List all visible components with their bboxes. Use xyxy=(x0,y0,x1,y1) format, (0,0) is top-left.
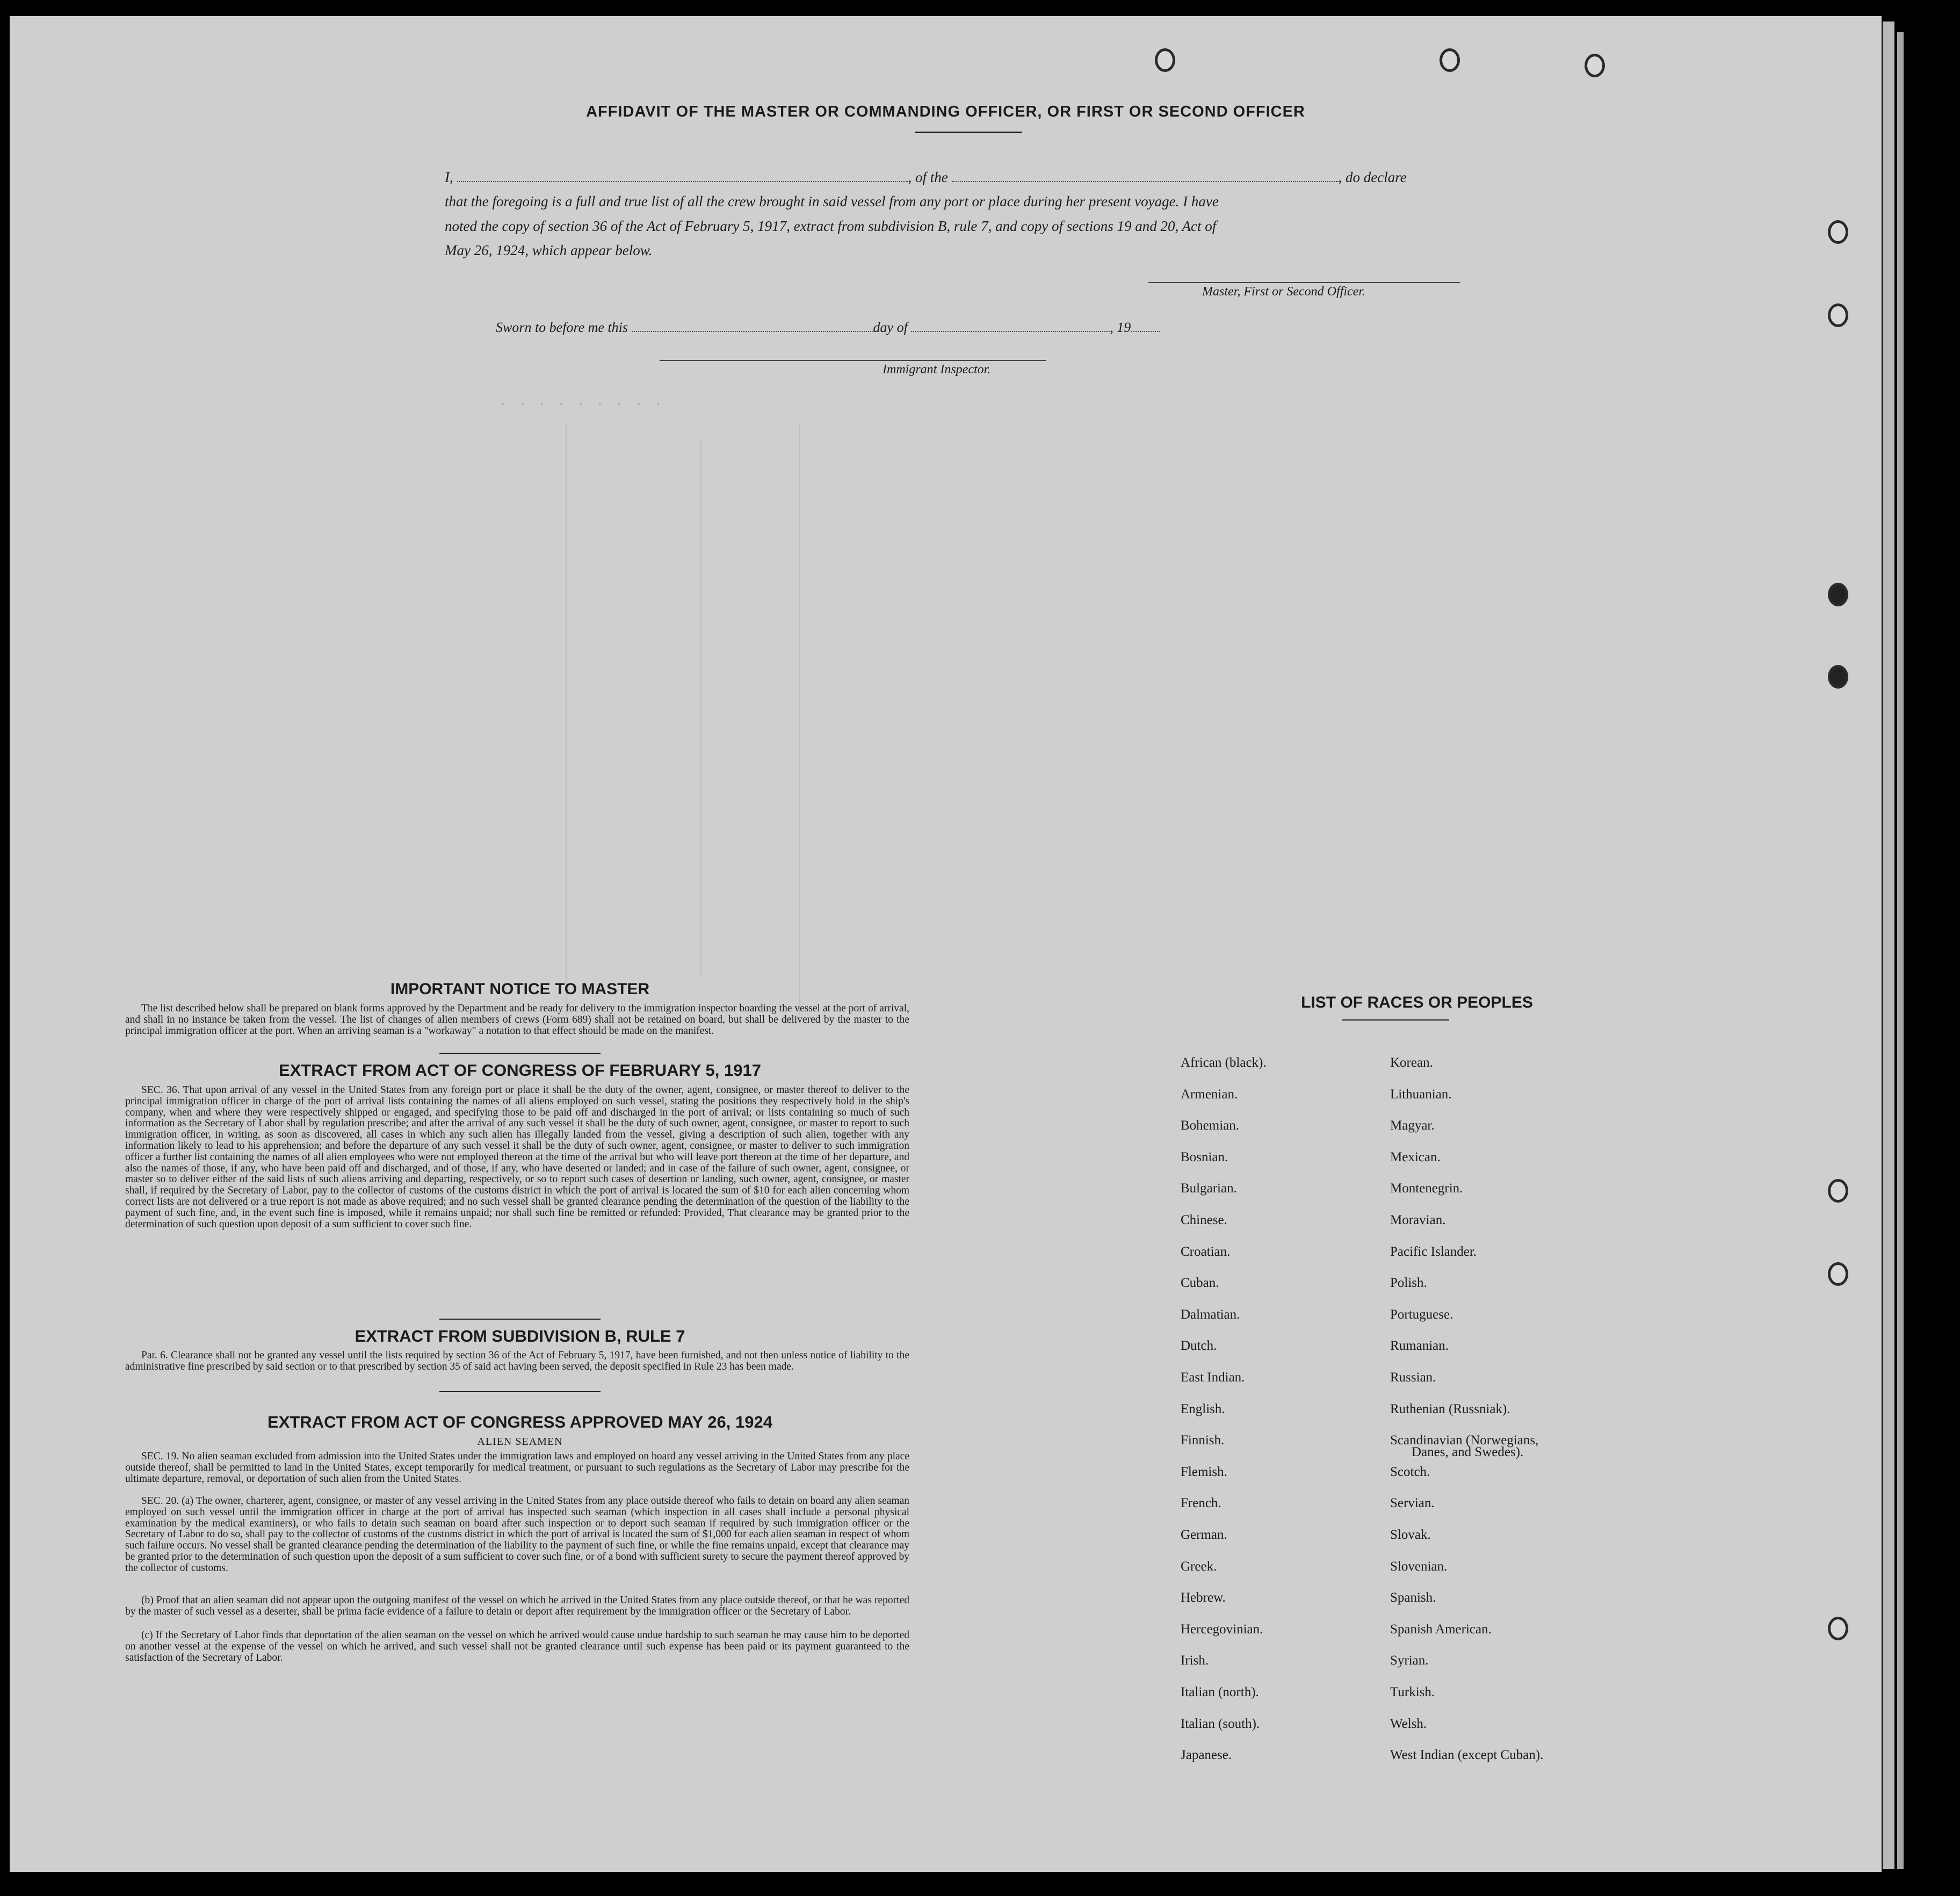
section-divider xyxy=(439,1391,601,1392)
name-blank[interactable] xyxy=(457,181,908,182)
race-item: English. xyxy=(1181,1401,1225,1416)
races-underline xyxy=(1342,1019,1449,1021)
extract-1917-title: EXTRACT FROM ACT OF CONGRESS OF FEBRUARY 5, 1917 xyxy=(279,1061,761,1080)
binder-hole-icon xyxy=(1585,54,1605,77)
sworn-text: Sworn to before me this xyxy=(496,320,628,335)
race-item: Japanese. xyxy=(1181,1748,1232,1763)
race-item: German. xyxy=(1181,1528,1227,1542)
race-item: Flemish. xyxy=(1181,1464,1227,1479)
race-item: African (black). xyxy=(1181,1055,1267,1070)
extract-1917-body: SEC. 36. That upon arrival of any vessel in the United States from any foreign port or place it shall be the duty of the owner, agent, consignee, or master thereof to deliver to the principal immigration officer in charge of the port of arrival lists containing the names of all aliens employed on such vessel, stating the positions they respectively hold in the ship's company, when and where they were respectively shipped or engaged, and specifying those to be paid off and discharged in the port of arrival; or lists containing so much of such information as the Secretary of Labor shall by regulation prescribe; and after the arrival of any such vessel it shall be the duty of such owner, agent, consignee, or master to report to such immigration officer, in writing, as soon as discovered, all cases in which any such alien has illegally landed from the vessel, giving a description of such alien, together with any information likely to lead to his apprehension; and before the departure of any such vessel it shall be the duty of such owner, agent, consignee, or master to deliver to such immigration officer a further list containing the names of all alien employees who were not employed thereon at the time of the arrival but who will leave port thereon at the time of her departure, and also the names of those, if any, who have been paid off and discharged, and of those, if any, who have deserted or landed; and in case of the failure of such owner, agent, consignee, or master so to deliver either of the said lists of such aliens arriving and departing, respectively, or so to report such cases of desertion or landing, such owner, agent, consignee, or master shall, if required by the Secretary of Labor, pay to the collector of customs of the customs district in which the port of arrival is located the sum of $10 for each alien concerning whom correct lists are not delivered or a true report is not made as above required; and no such vessel shall be granted clearance pending the determination of the question of the liability to the payment of such fine, and, in the event such fine is imposed, while it remains unpaid; nor shall such fine be remitted or refunded: Provided, That clearance may be granted prior to the determination of such question upon deposit of a sum sufficient to cover such fine. xyxy=(125,1084,909,1230)
race-item: Dutch. xyxy=(1181,1338,1217,1354)
extract-1924-subtitle: ALIEN SEAMEN xyxy=(477,1436,563,1448)
race-item: Greek. xyxy=(1181,1559,1217,1574)
extract-rule7-title: EXTRACT FROM SUBDIVISION B, RULE 7 xyxy=(355,1327,685,1345)
race-item: Hercegovinian. xyxy=(1181,1622,1263,1637)
race-item: Turkish. xyxy=(1390,1685,1435,1699)
affidavit-text: , do declare xyxy=(1338,169,1407,185)
sec-20c-text: (c) If the Secretary of Labor finds that deportation of the alien seaman on the vessel on which he arrived would cause undue hardship to such seaman he may cause him to be deported on another vessel at the expense of the vessel on which he arrived, and such vessel shall not be granted clearance until such expense has been paid or its payment guaranteed to the satisfaction of the Secretary of Labor. xyxy=(125,1630,909,1663)
extract-1924-title: EXTRACT FROM ACT OF CONGRESS APPROVED MAY 26, 1924 xyxy=(267,1413,772,1431)
affidavit-line-3: noted the copy of section 36 of the Act of February 5, 1917, extract from subdivision B, rule 7, and copy of sections 19 and 20, Act of xyxy=(445,218,1217,234)
race-item: Spanish. xyxy=(1390,1590,1436,1605)
race-item: Chinese. xyxy=(1181,1213,1227,1227)
race-item: French. xyxy=(1181,1496,1221,1511)
race-item: Bohemian. xyxy=(1181,1118,1240,1133)
bleed-through-text: . . . . . . . . . xyxy=(498,392,663,410)
binder-hole-icon xyxy=(1828,303,1848,327)
master-signature-line[interactable] xyxy=(1148,282,1460,283)
sec-20a-text: SEC. 20. (a) The owner, charterer, agent, consignee, or master of any vessel arriving in the United States from any place outside thereof who fails to detain on board any alien seaman employed on such vessel until the immigration officer in charge at the port of arrival has inspected such seaman (which inspection in all cases shall include a personal physical examination by the medical examiners), or who fails to detain such seaman on board after such inspection or to deport such seaman if required by such immigration officer or the Secretary of Labor to do so, shall pay to the collector of customs of the customs district in which the port of arrival is located the sum of $1,000 for each alien seaman in respect of whom such failure occurs. No vessel shall be granted clearance pending the determination of the liability to the payment of such fine, or while the fine remains unpaid, except that clearance may be granted prior to the determination of such question upon the deposit of a sum sufficient to cover such fine, or of a bond with sufficient surety to secure the payment thereof approved by the collector of customs. xyxy=(125,1495,909,1574)
race-item: Dalmatian. xyxy=(1181,1307,1240,1322)
race-item: Irish. xyxy=(1181,1653,1209,1668)
sec-20b-text: (b) Proof that an alien seaman did not appear upon the outgoing manifest of the vessel on which he arrived in the United States from any place outside thereof, or that he was reported by the master of such vessel as a deserter, shall be prima facie evidence of a failure to detain or deport after requirement by the immigration officer or the Secretary of Labor. xyxy=(125,1595,909,1617)
race-item: Cuban. xyxy=(1181,1276,1219,1291)
race-item: East Indian. xyxy=(1181,1370,1245,1385)
inspector-label: Immigrant Inspector. xyxy=(883,363,991,377)
affidavit-line-1 xyxy=(445,169,1407,186)
master-signature-label: Master, First or Second Officer. xyxy=(1202,285,1365,299)
race-item: Ruthenian (Russniak). xyxy=(1390,1401,1510,1416)
binder-hole-icon xyxy=(1440,48,1460,72)
races-title: LIST OF RACES OR PEOPLES xyxy=(1301,994,1533,1011)
race-item: Russian. xyxy=(1390,1370,1436,1385)
inspector-signature-line[interactable] xyxy=(660,360,1046,361)
notice-title: IMPORTANT NOTICE TO MASTER xyxy=(390,980,650,998)
race-item: Welsh. xyxy=(1390,1716,1427,1731)
race-item: Korean. xyxy=(1390,1055,1433,1070)
race-item: Moravian. xyxy=(1390,1213,1446,1227)
binder-hole-icon xyxy=(1155,48,1175,72)
race-item: Bosnian. xyxy=(1181,1149,1228,1164)
race-item: Bulgarian. xyxy=(1181,1181,1237,1196)
race-item: Spanish American. xyxy=(1390,1622,1492,1637)
binder-hole-icon xyxy=(1828,220,1848,244)
race-item: Pacific Islander. xyxy=(1390,1244,1477,1259)
sworn-year-blank[interactable] xyxy=(1131,331,1160,332)
sworn-line xyxy=(496,320,1160,336)
race-item: Scotch. xyxy=(1390,1464,1430,1479)
sworn-month-blank[interactable] xyxy=(911,331,1110,332)
affidavit-title: AFFIDAVIT OF THE MASTER OR COMMANDING OFFICER, OR FIRST OR SECOND OFFICER xyxy=(586,103,1305,120)
section-divider xyxy=(439,1319,601,1320)
race-item: Magyar. xyxy=(1390,1118,1435,1133)
race-item: Polish. xyxy=(1390,1276,1427,1291)
race-item: Croatian. xyxy=(1181,1244,1231,1259)
extract-rule7-body: Par. 6. Clearance shall not be granted any vessel until the lists required by section 36 of the Act of February 5, 1917, have been furnished, and not then unless notice of liability to the administrative fine prescribed by said section or to that prescribed by section 35 of said act having been served, the deposit specified in Rule 23 has been made. xyxy=(125,1350,909,1372)
affidavit-line-2: that the foregoing is a full and true list of all the crew brought in said vessel from any port or place during her present voyage. I have xyxy=(445,193,1219,209)
binder-hole-icon xyxy=(1828,583,1848,606)
title-underline xyxy=(915,132,1022,133)
race-item: Servian. xyxy=(1390,1496,1435,1511)
race-item: Scandinavian (Norwegians, xyxy=(1390,1433,1539,1448)
race-item: Italian (north). xyxy=(1181,1685,1259,1699)
page-edge xyxy=(1883,21,1894,1869)
sworn-text: day of xyxy=(873,320,908,335)
page-edge xyxy=(1897,32,1904,1869)
race-item: West Indian (except Cuban). xyxy=(1390,1748,1544,1763)
bleed-through-column-line xyxy=(799,424,800,1015)
race-item: Slovenian. xyxy=(1390,1559,1448,1574)
binder-hole-icon xyxy=(1828,1179,1848,1203)
affidavit-text: , of the xyxy=(908,169,948,185)
race-item: Hebrew. xyxy=(1181,1590,1226,1605)
race-item: Rumanian. xyxy=(1390,1338,1449,1354)
race-item: Slovak. xyxy=(1390,1528,1431,1542)
sworn-day-blank[interactable] xyxy=(632,331,873,332)
race-item: Lithuanian. xyxy=(1390,1087,1452,1102)
race-item: Armenian. xyxy=(1181,1087,1238,1102)
sworn-text: , 19 xyxy=(1110,320,1131,335)
notice-body: The list described below shall be prepared on blank forms approved by the Department and be ready for delivery to the immigration inspector boarding the vessel at the port of arrival, and shall in no instance be taken from the vessel. The list of changes of alien members of crews (Form 689) shall not be retained on board, but shall be delivered by the master to the principal immigration officer at the port. When an arriving seaman is a "workaway" a notation to that effect should be made on the manifest. xyxy=(125,1003,909,1037)
affidavit-text: I, xyxy=(445,169,453,185)
race-item: Portuguese. xyxy=(1390,1307,1453,1322)
race-item: Finnish. xyxy=(1181,1433,1225,1448)
section-divider xyxy=(439,1053,601,1054)
race-item: Montenegrin. xyxy=(1390,1181,1463,1196)
race-item: Italian (south). xyxy=(1181,1716,1260,1731)
race-item: Syrian. xyxy=(1390,1653,1429,1668)
sec-19-text: SEC. 19. No alien seaman excluded from admission into the United States under the immigration laws and employed on board any vessel arriving in the United States from any place outside thereof, shall be permitted to land in the United States, except temporarily for medical treatment, or pursuant to such regulations as the Secretary of Labor may prescribe for the ultimate departure, removal, or deportation of such alien from the United States. xyxy=(125,1451,909,1485)
bleed-through-column-line xyxy=(566,424,567,1015)
race-item: Mexican. xyxy=(1390,1149,1441,1164)
race-scandinavian-continued: Danes, and Swedes). xyxy=(1412,1445,1524,1459)
affidavit-line-4: May 26, 1924, which appear below. xyxy=(445,242,653,258)
binder-hole-icon xyxy=(1828,1617,1848,1640)
bleed-through-column-line xyxy=(700,440,701,978)
binder-hole-icon xyxy=(1828,665,1848,689)
binder-hole-icon xyxy=(1828,1262,1848,1286)
document-page xyxy=(10,16,1882,1872)
vessel-blank[interactable] xyxy=(952,181,1339,182)
